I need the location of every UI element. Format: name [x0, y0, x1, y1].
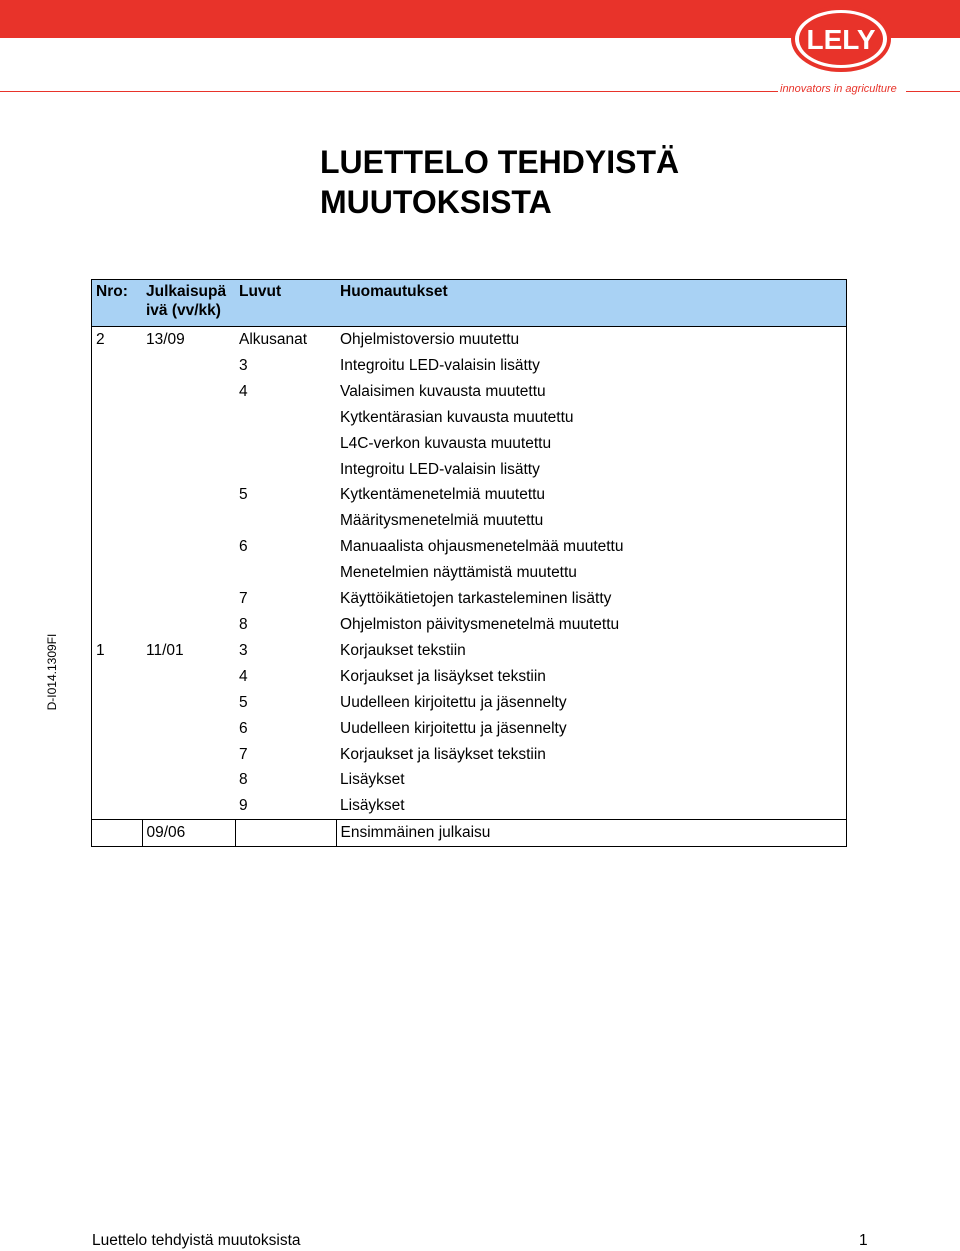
table-row: [92, 612, 847, 638]
cell-nro: [92, 793, 143, 819]
cell-chapter: Alkusanat: [239, 331, 308, 348]
header-chapters: Luvut: [235, 280, 336, 327]
cell-remark: Uudelleen kirjoitettu ja jäsennelty: [340, 719, 567, 737]
cell-chapter: [235, 431, 336, 457]
footer-page-number: 1: [859, 1232, 868, 1249]
cell-date: [142, 664, 235, 690]
table-header-row: [92, 280, 847, 327]
cell-nro: [92, 508, 143, 534]
cell-remark: Ohjelmiston päivitysmenetelmä muutettu: [340, 615, 620, 633]
cell-date: [142, 716, 235, 742]
table-row: [92, 793, 847, 819]
cell-remark: Uudelleen kirjoitettu ja jäsennelty: [340, 693, 567, 711]
tagline: innovators in agriculture: [780, 83, 897, 95]
cell-remark: Integroitu LED-valaisin lisätty: [340, 356, 540, 374]
cell-chapter: [235, 560, 336, 586]
cell-remark: Määritysmenetelmiä muutettu: [340, 512, 544, 530]
cell-date: [142, 379, 235, 405]
cell-nro: [92, 353, 143, 379]
cell-date: 11/01: [146, 641, 184, 659]
cell-remark: Lisäykset: [340, 797, 405, 815]
document-code: D-I014.1309FI: [45, 633, 59, 711]
cell-date: [142, 560, 235, 586]
footer-document-title: Luettelo tehdyistä muutoksista: [92, 1232, 301, 1249]
cell-remark: Kytkentärasian kuvausta muutettu: [340, 408, 574, 426]
cell-date: [142, 431, 235, 457]
cell-nro: [92, 405, 143, 431]
tagline-rule-left: [0, 91, 778, 92]
cell-nro: [92, 612, 143, 638]
header-date: [142, 280, 235, 327]
cell-remark: Ohjelmistoversio muutettu: [340, 331, 520, 348]
cell-date: [142, 612, 235, 638]
cell-remark: Lisäykset: [340, 771, 405, 789]
cell-chapter: 3: [239, 641, 248, 659]
table-row: [92, 431, 847, 457]
table-row: [92, 638, 847, 664]
cell-date: [142, 690, 235, 716]
cell-date: [142, 457, 235, 483]
cell-date: 09/06: [142, 820, 235, 847]
cell-chapter: 5: [239, 693, 248, 711]
cell-nro: 2: [96, 331, 105, 348]
cell-remark: Kytkentämenetelmiä muutettu: [340, 486, 546, 504]
table-row: [92, 586, 847, 612]
cell-remark: Integroitu LED-valaisin lisätty: [340, 460, 540, 478]
cell-date: [142, 405, 235, 431]
cell-chapter: 7: [239, 590, 248, 608]
table-body: [92, 327, 847, 847]
cell-date: [142, 482, 235, 508]
cell-chapter: 5: [239, 486, 248, 504]
cell-date: [142, 508, 235, 534]
table-row: [92, 560, 847, 586]
cell-nro: [92, 767, 143, 793]
cell-remark: Korjaukset tekstiin: [340, 641, 466, 659]
cell-remark: Käyttöikätietojen tarkasteleminen lisätty: [340, 590, 612, 608]
header-date-label: Julkaisupä ivä (vv/kk): [146, 283, 227, 319]
cell-chapter: 6: [239, 538, 248, 556]
cell-chapter: 4: [239, 382, 248, 400]
cell-date: [142, 793, 235, 819]
table-row: [92, 508, 847, 534]
cell-chapter: [235, 457, 336, 483]
cell-chapter: 6: [239, 719, 248, 737]
table-row: [92, 457, 847, 483]
cell-date: [142, 742, 235, 768]
cell-remark: Ensimmäinen julkaisu: [336, 820, 847, 847]
table-row: [92, 767, 847, 793]
table-row: [92, 716, 847, 742]
cell-nro: [92, 379, 143, 405]
logo-text: LELY: [806, 24, 876, 55]
table-row: [92, 820, 847, 847]
cell-chapter: 9: [239, 797, 248, 815]
cell-date: [142, 353, 235, 379]
cell-chapter: 4: [239, 667, 248, 685]
cell-chapter: [235, 820, 336, 847]
cell-nro: [92, 716, 143, 742]
cell-chapter: 3: [239, 356, 248, 374]
cell-nro: [92, 820, 143, 847]
cell-remark: Manuaalista ohjausmenetelmää muutettu: [340, 538, 624, 556]
table-row: [92, 327, 847, 353]
cell-nro: [92, 482, 143, 508]
cell-remark: Korjaukset ja lisäykset tekstiin: [340, 745, 546, 763]
lely-logo: [790, 6, 892, 72]
cell-nro: [92, 586, 143, 612]
cell-date: [142, 586, 235, 612]
table-row: [92, 405, 847, 431]
cell-date: [142, 767, 235, 793]
cell-chapter: 7: [239, 745, 248, 763]
tagline-rule-right: [906, 91, 960, 92]
table-row: [92, 742, 847, 768]
table-row: [92, 353, 847, 379]
table-row: [92, 379, 847, 405]
cell-nro: [92, 457, 143, 483]
cell-nro: 1: [96, 641, 105, 659]
cell-chapter: 8: [239, 615, 248, 633]
cell-nro: [92, 690, 143, 716]
cell-date: [142, 534, 235, 560]
header-remarks: Huomautukset: [336, 280, 847, 327]
cell-date: 13/09: [146, 331, 185, 348]
cell-nro: [92, 431, 143, 457]
change-log-table: [91, 279, 847, 847]
cell-remark: L4C-verkon kuvausta muutettu: [340, 434, 552, 452]
cell-nro: [92, 534, 143, 560]
cell-remark: Korjaukset ja lisäykset tekstiin: [340, 667, 546, 685]
table-row: [92, 664, 847, 690]
cell-nro: [92, 560, 143, 586]
cell-chapter: [235, 405, 336, 431]
cell-chapter: [235, 508, 336, 534]
header-nro: Nro:: [92, 280, 143, 327]
table-row: [92, 482, 847, 508]
table-row: [92, 534, 847, 560]
cell-remark: Valaisimen kuvausta muutettu: [340, 382, 546, 400]
cell-remark: Menetelmien näyttämistä muutettu: [340, 564, 577, 582]
page-title: LUETTELO TEHDYISTÄ MUUTOKSISTA: [320, 144, 680, 220]
cell-nro: [92, 664, 143, 690]
cell-chapter: 8: [239, 771, 248, 789]
cell-nro: [92, 742, 143, 768]
table-row: [92, 690, 847, 716]
